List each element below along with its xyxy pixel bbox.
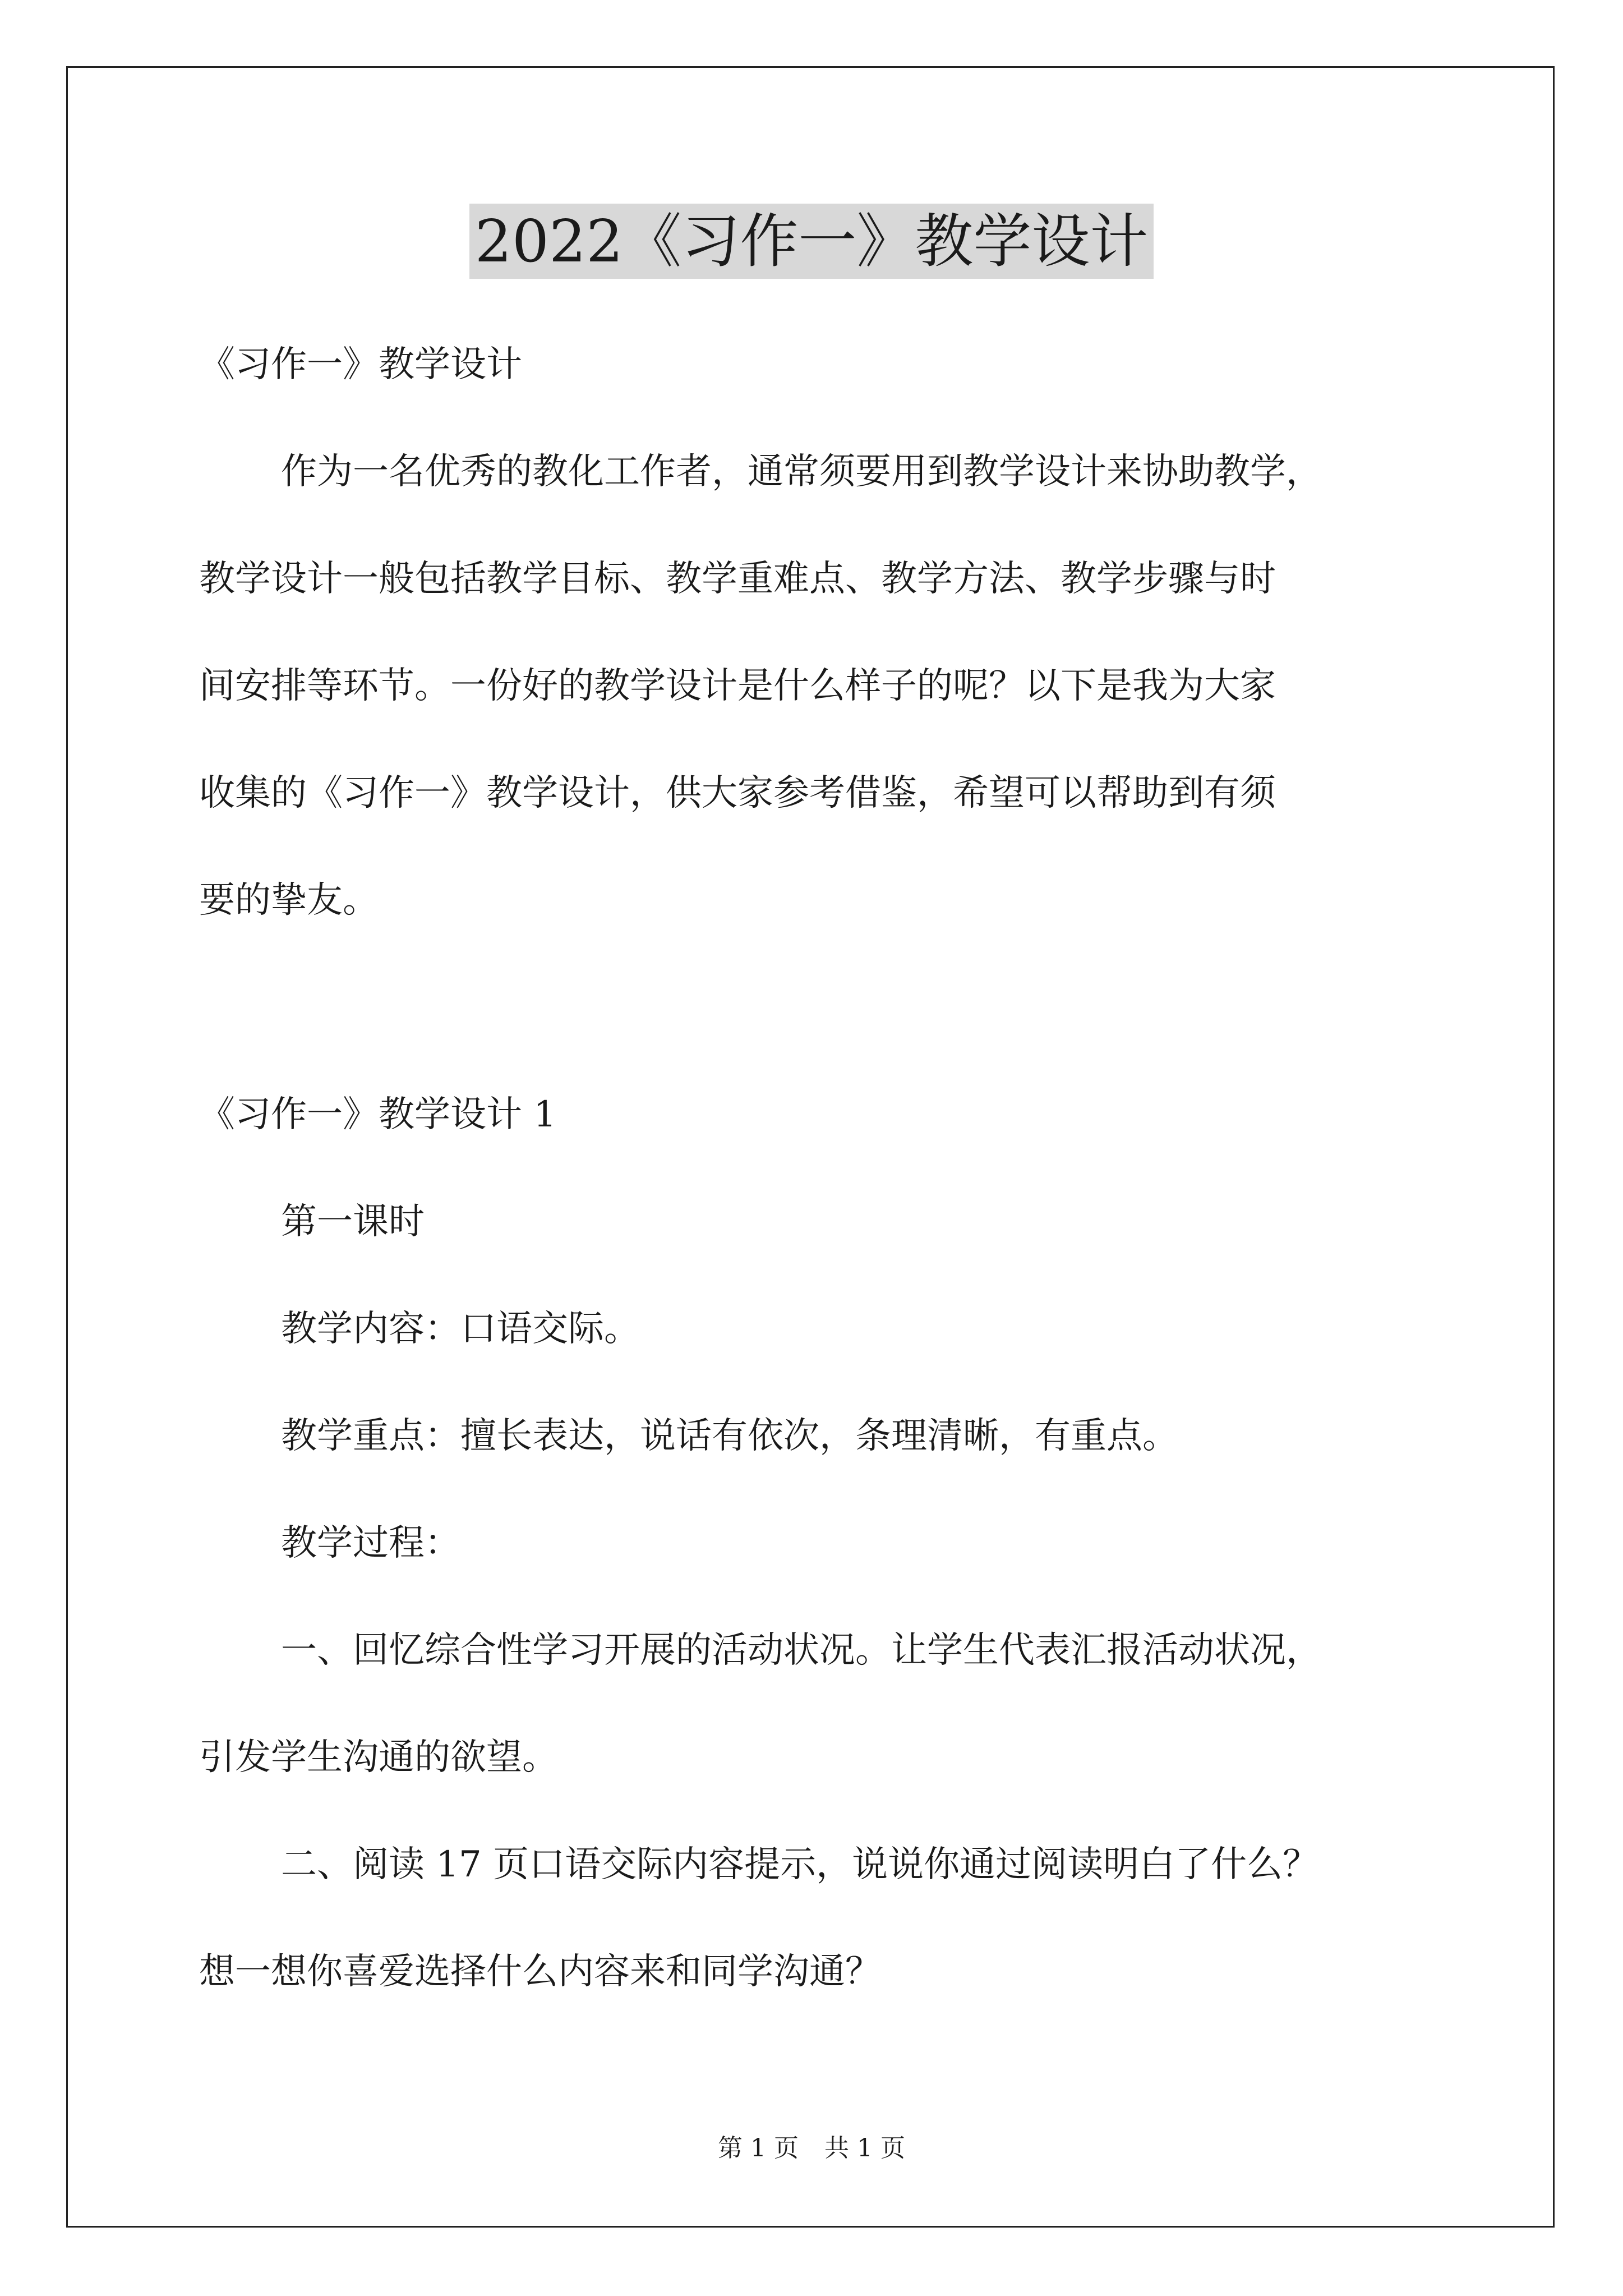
section-heading: 《习作一》教学设计 1: [199, 1094, 557, 1135]
process-step-2-cont: 想一想你喜爱选择什么内容来和同学沟通？: [199, 1951, 881, 1993]
page-footer: [0, 2132, 1623, 2165]
teaching-focus: 教学重点：擅长表达，说话有依次，条理清晰，有重点。: [281, 1415, 1178, 1457]
document-title-text: 2022《习作一》教学设计: [469, 204, 1154, 279]
page-number-current: 第 1 页: [718, 2134, 799, 2162]
intro-line: 间安排等环节。一份好的教学设计是什么样子的呢？以下是我为大家: [199, 665, 1276, 707]
document-title: [0, 202, 1623, 280]
intro-line: 要的挚友。: [199, 880, 379, 921]
intro-line: 教学设计一般包括教学目标、教学重难点、教学方法、教学步骤与时: [199, 558, 1276, 600]
body-heading: 《习作一》教学设计: [199, 344, 522, 385]
lesson-label: 第一课时: [281, 1201, 425, 1243]
page-number-total: 共 1 页: [824, 2134, 905, 2162]
teaching-process-label: 教学过程：: [281, 1522, 460, 1564]
paragraph-spacer: [199, 954, 1489, 1061]
teaching-content: 教学内容：口语交际。: [281, 1308, 640, 1350]
process-step-1: 一、回忆综合性学习开展的活动状况。让学生代表汇报活动状况，: [281, 1630, 1322, 1671]
document-body: [199, 311, 1489, 2026]
intro-line: 作为一名优秀的教化工作者，通常须要用到教学设计来协助教学，: [281, 451, 1322, 493]
process-step-1-cont: 引发学生沟通的欲望。: [199, 1737, 558, 1778]
process-step-2: 二、阅读 17 页口语交际内容提示，说说你通过阅读明白了什么？: [281, 1844, 1319, 1885]
intro-line: 收集的《习作一》教学设计，供大家参考借鉴，希望可以帮助到有须: [199, 772, 1276, 814]
